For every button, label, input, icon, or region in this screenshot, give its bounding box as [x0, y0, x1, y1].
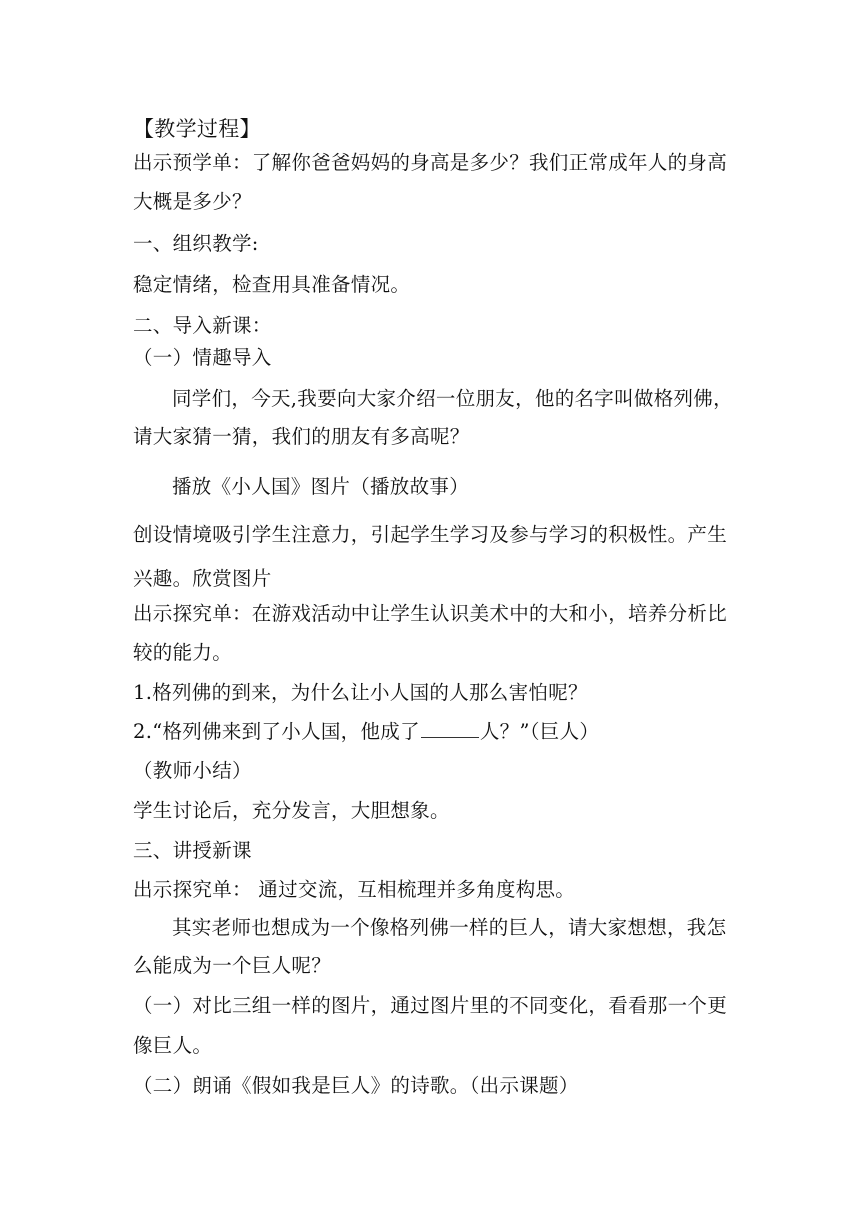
text-line: 大概是多少？ [133, 190, 252, 213]
section-heading: 【教学过程】 [133, 117, 261, 141]
question-text-end: 人？”（巨人） [479, 720, 600, 743]
text-line: 出示探究单：在游戏活动中让学生认识美术中的大和小，培养分析比 [133, 602, 728, 625]
question-text: 2.“格列佛来到了小人国，他成了 [133, 720, 420, 743]
text-line: 同学们，今天,我要向大家介绍一位朋友，他的名字叫做格列佛， [172, 387, 733, 410]
text-line: 较的能力。 [133, 641, 233, 664]
answer-blank[interactable] [421, 719, 479, 738]
text-line: 其实老师也想成为一个像格列佛一样的巨人，请大家想想，我怎 [172, 916, 727, 939]
text-line: 一、组织教学: [133, 232, 259, 255]
text-line: 三、讲授新课 [133, 839, 252, 862]
text-line: （一）对比三组一样的图片，通过图片里的不同变化，看看那一个更 [133, 994, 728, 1017]
text-line: 稳定情绪，检查用具准备情况。 [133, 273, 411, 296]
text-line: 出示探究单： 通过交流，互相梳理并多角度构思。 [133, 878, 576, 901]
text-line: （教师小结） [133, 759, 252, 782]
text-line: 学生讨论后，充分发言，大胆想象。 [133, 799, 450, 822]
text-line: 1.格列佛的到来，为什么让小人国的人那么害怕呢？ [133, 681, 588, 704]
text-line: 创设情境吸引学生注意力，引起学生学习及参与学习的积极性。产生 [133, 523, 728, 546]
text-line: 兴趣。欣赏图片 [133, 567, 272, 590]
text-line: 播放《小人国》图片（播放故事） [172, 475, 470, 498]
text-line: 像巨人。 [133, 1034, 213, 1057]
text-line: 请大家猜一猜，我们的朋友有多高呢？ [133, 425, 470, 448]
text-line: 二、导入新课： [133, 314, 272, 337]
fill-in-question [133, 719, 599, 745]
text-line: （一）情趣导入 [133, 346, 272, 369]
text-line: 么能成为一个巨人呢？ [133, 954, 332, 977]
text-line: （二）朗诵《假如我是巨人》的诗歌。（出示课题） [133, 1074, 579, 1097]
text-line: 出示预学单：了解你爸爸妈妈的身高是多少？我们正常成年人的身高 [133, 151, 728, 174]
